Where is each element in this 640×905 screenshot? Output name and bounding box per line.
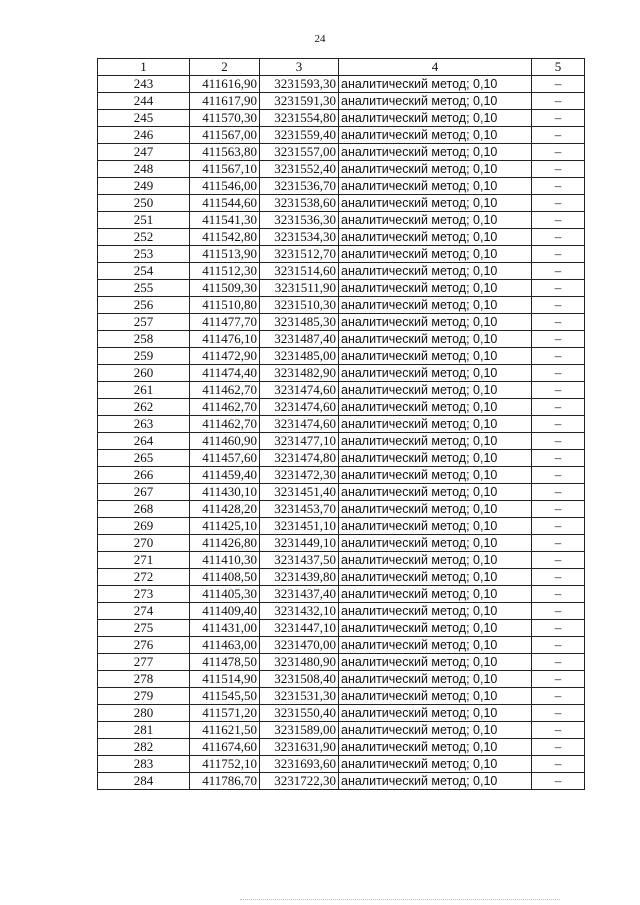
point-number-cell: 251 [98, 212, 190, 229]
x-coordinate-cell: 411477,70 [190, 314, 260, 331]
point-number-cell: 277 [98, 654, 190, 671]
table-row [98, 569, 585, 586]
x-coordinate-cell: 411474,40 [190, 365, 260, 382]
note-cell: – [532, 212, 585, 229]
method-accuracy-cell: аналитический метод; 0,10 [339, 671, 532, 688]
y-coordinate-cell: 3231550,40 [260, 705, 339, 722]
note-cell: – [532, 246, 585, 263]
note-cell: – [532, 263, 585, 280]
note-cell: – [532, 739, 585, 756]
method-accuracy-cell: аналитический метод; 0,10 [339, 739, 532, 756]
note-cell: – [532, 501, 585, 518]
table-row [98, 144, 585, 161]
point-number-cell: 245 [98, 110, 190, 127]
y-coordinate-cell: 3231557,00 [260, 144, 339, 161]
point-number-cell: 243 [98, 76, 190, 93]
note-cell: – [532, 93, 585, 110]
table-row [98, 501, 585, 518]
table-row [98, 433, 585, 450]
y-coordinate-cell: 3231536,30 [260, 212, 339, 229]
point-number-cell: 279 [98, 688, 190, 705]
y-coordinate-cell: 3231593,30 [260, 76, 339, 93]
column-header-1: 1 [98, 59, 190, 76]
y-coordinate-cell: 3231451,10 [260, 518, 339, 535]
method-accuracy-cell: аналитический метод; 0,10 [339, 127, 532, 144]
method-accuracy-cell: аналитический метод; 0,10 [339, 348, 532, 365]
note-cell: – [532, 297, 585, 314]
note-cell: – [532, 705, 585, 722]
x-coordinate-cell: 411509,30 [190, 280, 260, 297]
table-row [98, 76, 585, 93]
note-cell: – [532, 518, 585, 535]
table-row [98, 263, 585, 280]
table-row [98, 620, 585, 637]
x-coordinate-cell: 411674,60 [190, 739, 260, 756]
point-number-cell: 244 [98, 93, 190, 110]
footer-scan-marks [240, 893, 560, 900]
point-number-cell: 275 [98, 620, 190, 637]
point-number-cell: 265 [98, 450, 190, 467]
method-accuracy-cell: аналитический метод; 0,10 [339, 161, 532, 178]
method-accuracy-cell: аналитический метод; 0,10 [339, 756, 532, 773]
note-cell: – [532, 178, 585, 195]
x-coordinate-cell: 411546,00 [190, 178, 260, 195]
point-number-cell: 271 [98, 552, 190, 569]
table-row [98, 586, 585, 603]
method-accuracy-cell: аналитический метод; 0,10 [339, 178, 532, 195]
y-coordinate-cell: 3231485,00 [260, 348, 339, 365]
x-coordinate-cell: 411752,10 [190, 756, 260, 773]
x-coordinate-cell: 411472,90 [190, 348, 260, 365]
method-accuracy-cell: аналитический метод; 0,10 [339, 433, 532, 450]
x-coordinate-cell: 411513,90 [190, 246, 260, 263]
point-number-cell: 283 [98, 756, 190, 773]
x-coordinate-cell: 411463,00 [190, 637, 260, 654]
method-accuracy-cell: аналитический метод; 0,10 [339, 705, 532, 722]
x-coordinate-cell: 411617,90 [190, 93, 260, 110]
y-coordinate-cell: 3231631,90 [260, 739, 339, 756]
table-row [98, 178, 585, 195]
point-number-cell: 248 [98, 161, 190, 178]
method-accuracy-cell: аналитический метод; 0,10 [339, 263, 532, 280]
table-row [98, 195, 585, 212]
table-row [98, 229, 585, 246]
x-coordinate-cell: 411786,70 [190, 773, 260, 790]
note-cell: – [532, 127, 585, 144]
method-accuracy-cell: аналитический метод; 0,10 [339, 365, 532, 382]
point-number-cell: 278 [98, 671, 190, 688]
y-coordinate-cell: 3231437,40 [260, 586, 339, 603]
table-row [98, 722, 585, 739]
note-cell: – [532, 654, 585, 671]
note-cell: – [532, 484, 585, 501]
table-row [98, 280, 585, 297]
table-row [98, 756, 585, 773]
table-row [98, 110, 585, 127]
point-number-cell: 254 [98, 263, 190, 280]
y-coordinate-cell: 3231447,10 [260, 620, 339, 637]
note-cell: – [532, 467, 585, 484]
point-number-cell: 274 [98, 603, 190, 620]
method-accuracy-cell: аналитический метод; 0,10 [339, 212, 532, 229]
point-number-cell: 264 [98, 433, 190, 450]
note-cell: – [532, 773, 585, 790]
y-coordinate-cell: 3231559,40 [260, 127, 339, 144]
table-row [98, 518, 585, 535]
y-coordinate-cell: 3231538,60 [260, 195, 339, 212]
table-row [98, 654, 585, 671]
method-accuracy-cell: аналитический метод; 0,10 [339, 688, 532, 705]
y-coordinate-cell: 3231531,30 [260, 688, 339, 705]
y-coordinate-cell: 3231589,00 [260, 722, 339, 739]
table-row [98, 603, 585, 620]
column-header-3: 3 [260, 59, 339, 76]
note-cell: – [532, 637, 585, 654]
note-cell: – [532, 110, 585, 127]
point-number-cell: 267 [98, 484, 190, 501]
y-coordinate-cell: 3231477,10 [260, 433, 339, 450]
column-header-2: 2 [190, 59, 260, 76]
y-coordinate-cell: 3231480,90 [260, 654, 339, 671]
point-number-cell: 282 [98, 739, 190, 756]
y-coordinate-cell: 3231432,10 [260, 603, 339, 620]
note-cell: – [532, 450, 585, 467]
table-row [98, 127, 585, 144]
y-coordinate-cell: 3231474,60 [260, 416, 339, 433]
point-number-cell: 284 [98, 773, 190, 790]
x-coordinate-cell: 411460,90 [190, 433, 260, 450]
column-header-5: 5 [532, 59, 585, 76]
note-cell: – [532, 161, 585, 178]
x-coordinate-cell: 411457,60 [190, 450, 260, 467]
y-coordinate-cell: 3231485,30 [260, 314, 339, 331]
table-row [98, 535, 585, 552]
x-coordinate-cell: 411405,30 [190, 586, 260, 603]
y-coordinate-cell: 3231487,40 [260, 331, 339, 348]
method-accuracy-cell: аналитический метод; 0,10 [339, 195, 532, 212]
note-cell: – [532, 569, 585, 586]
table-row [98, 416, 585, 433]
point-number-cell: 252 [98, 229, 190, 246]
point-number-cell: 249 [98, 178, 190, 195]
table-row [98, 348, 585, 365]
page-number: 24 [314, 33, 326, 45]
note-cell: – [532, 756, 585, 773]
note-cell: – [532, 144, 585, 161]
table-row [98, 399, 585, 416]
table-row [98, 161, 585, 178]
point-number-cell: 258 [98, 331, 190, 348]
y-coordinate-cell: 3231470,00 [260, 637, 339, 654]
point-number-cell: 255 [98, 280, 190, 297]
x-coordinate-cell: 411544,60 [190, 195, 260, 212]
point-number-cell: 260 [98, 365, 190, 382]
x-coordinate-cell: 411462,70 [190, 399, 260, 416]
y-coordinate-cell: 3231474,80 [260, 450, 339, 467]
note-cell: – [532, 416, 585, 433]
method-accuracy-cell: аналитический метод; 0,10 [339, 297, 532, 314]
method-accuracy-cell: аналитический метод; 0,10 [339, 93, 532, 110]
x-coordinate-cell: 411430,10 [190, 484, 260, 501]
x-coordinate-cell: 411567,00 [190, 127, 260, 144]
y-coordinate-cell: 3231514,60 [260, 263, 339, 280]
x-coordinate-cell: 411408,50 [190, 569, 260, 586]
note-cell: – [532, 76, 585, 93]
point-number-cell: 281 [98, 722, 190, 739]
x-coordinate-cell: 411409,40 [190, 603, 260, 620]
note-cell: – [532, 382, 585, 399]
note-cell: – [532, 722, 585, 739]
note-cell: – [532, 688, 585, 705]
point-number-cell: 270 [98, 535, 190, 552]
point-number-cell: 263 [98, 416, 190, 433]
column-header-4: 4 [339, 59, 532, 76]
x-coordinate-cell: 411616,90 [190, 76, 260, 93]
method-accuracy-cell: аналитический метод; 0,10 [339, 637, 532, 654]
table-row [98, 773, 585, 790]
note-cell: – [532, 195, 585, 212]
x-coordinate-cell: 411542,80 [190, 229, 260, 246]
note-cell: – [532, 280, 585, 297]
table-row [98, 297, 585, 314]
y-coordinate-cell: 3231439,80 [260, 569, 339, 586]
method-accuracy-cell: аналитический метод; 0,10 [339, 518, 532, 535]
point-number-cell: 259 [98, 348, 190, 365]
note-cell: – [532, 603, 585, 620]
table-row [98, 739, 585, 756]
y-coordinate-cell: 3231437,50 [260, 552, 339, 569]
method-accuracy-cell: аналитический метод; 0,10 [339, 144, 532, 161]
point-number-cell: 256 [98, 297, 190, 314]
point-number-cell: 273 [98, 586, 190, 603]
point-number-cell: 269 [98, 518, 190, 535]
method-accuracy-cell: аналитический метод; 0,10 [339, 467, 532, 484]
x-coordinate-cell: 411478,50 [190, 654, 260, 671]
method-accuracy-cell: аналитический метод; 0,10 [339, 229, 532, 246]
y-coordinate-cell: 3231508,40 [260, 671, 339, 688]
table-row [98, 671, 585, 688]
point-number-cell: 246 [98, 127, 190, 144]
point-number-cell: 276 [98, 637, 190, 654]
table-row [98, 637, 585, 654]
method-accuracy-cell: аналитический метод; 0,10 [339, 722, 532, 739]
method-accuracy-cell: аналитический метод; 0,10 [339, 280, 532, 297]
x-coordinate-cell: 411570,30 [190, 110, 260, 127]
x-coordinate-cell: 411510,80 [190, 297, 260, 314]
note-cell: – [532, 433, 585, 450]
note-cell: – [532, 620, 585, 637]
y-coordinate-cell: 3231693,60 [260, 756, 339, 773]
y-coordinate-cell: 3231722,30 [260, 773, 339, 790]
note-cell: – [532, 331, 585, 348]
point-number-cell: 257 [98, 314, 190, 331]
y-coordinate-cell: 3231474,60 [260, 399, 339, 416]
method-accuracy-cell: аналитический метод; 0,10 [339, 603, 532, 620]
table-row [98, 331, 585, 348]
method-accuracy-cell: аналитический метод; 0,10 [339, 620, 532, 637]
x-coordinate-cell: 411462,70 [190, 382, 260, 399]
method-accuracy-cell: аналитический метод; 0,10 [339, 773, 532, 790]
x-coordinate-cell: 411571,20 [190, 705, 260, 722]
table-row [98, 484, 585, 501]
y-coordinate-cell: 3231510,30 [260, 297, 339, 314]
y-coordinate-cell: 3231591,30 [260, 93, 339, 110]
x-coordinate-cell: 411541,30 [190, 212, 260, 229]
method-accuracy-cell: аналитический метод; 0,10 [339, 314, 532, 331]
note-cell: – [532, 535, 585, 552]
x-coordinate-cell: 411426,80 [190, 535, 260, 552]
method-accuracy-cell: аналитический метод; 0,10 [339, 484, 532, 501]
y-coordinate-cell: 3231512,70 [260, 246, 339, 263]
x-coordinate-cell: 411563,80 [190, 144, 260, 161]
note-cell: – [532, 399, 585, 416]
y-coordinate-cell: 3231474,60 [260, 382, 339, 399]
y-coordinate-cell: 3231534,30 [260, 229, 339, 246]
x-coordinate-cell: 411512,30 [190, 263, 260, 280]
note-cell: – [532, 671, 585, 688]
x-coordinate-cell: 411428,20 [190, 501, 260, 518]
method-accuracy-cell: аналитический метод; 0,10 [339, 552, 532, 569]
x-coordinate-cell: 411545,50 [190, 688, 260, 705]
x-coordinate-cell: 411476,10 [190, 331, 260, 348]
point-number-cell: 280 [98, 705, 190, 722]
point-number-cell: 266 [98, 467, 190, 484]
note-cell: – [532, 552, 585, 569]
table-row [98, 365, 585, 382]
method-accuracy-cell: аналитический метод; 0,10 [339, 110, 532, 127]
x-coordinate-cell: 411425,10 [190, 518, 260, 535]
y-coordinate-cell: 3231472,30 [260, 467, 339, 484]
method-accuracy-cell: аналитический метод; 0,10 [339, 586, 532, 603]
table-row [98, 93, 585, 110]
x-coordinate-cell: 411431,00 [190, 620, 260, 637]
coordinates-table [97, 58, 585, 790]
x-coordinate-cell: 411459,40 [190, 467, 260, 484]
note-cell: – [532, 348, 585, 365]
y-coordinate-cell: 3231451,40 [260, 484, 339, 501]
x-coordinate-cell: 411567,10 [190, 161, 260, 178]
method-accuracy-cell: аналитический метод; 0,10 [339, 416, 532, 433]
point-number-cell: 272 [98, 569, 190, 586]
point-number-cell: 262 [98, 399, 190, 416]
table-row [98, 552, 585, 569]
table-row [98, 688, 585, 705]
point-number-cell: 247 [98, 144, 190, 161]
table-header-row [98, 59, 585, 76]
table-row [98, 212, 585, 229]
y-coordinate-cell: 3231482,90 [260, 365, 339, 382]
method-accuracy-cell: аналитический метод; 0,10 [339, 501, 532, 518]
method-accuracy-cell: аналитический метод; 0,10 [339, 535, 532, 552]
y-coordinate-cell: 3231536,70 [260, 178, 339, 195]
point-number-cell: 268 [98, 501, 190, 518]
x-coordinate-cell: 411462,70 [190, 416, 260, 433]
point-number-cell: 253 [98, 246, 190, 263]
y-coordinate-cell: 3231449,10 [260, 535, 339, 552]
x-coordinate-cell: 411514,90 [190, 671, 260, 688]
table-row [98, 314, 585, 331]
y-coordinate-cell: 3231453,70 [260, 501, 339, 518]
method-accuracy-cell: аналитический метод; 0,10 [339, 450, 532, 467]
method-accuracy-cell: аналитический метод; 0,10 [339, 382, 532, 399]
table-row [98, 382, 585, 399]
note-cell: – [532, 314, 585, 331]
method-accuracy-cell: аналитический метод; 0,10 [339, 569, 532, 586]
method-accuracy-cell: аналитический метод; 0,10 [339, 399, 532, 416]
note-cell: – [532, 229, 585, 246]
method-accuracy-cell: аналитический метод; 0,10 [339, 76, 532, 93]
table-row [98, 450, 585, 467]
table-row [98, 467, 585, 484]
point-number-cell: 261 [98, 382, 190, 399]
table-body [98, 76, 585, 790]
note-cell: – [532, 365, 585, 382]
y-coordinate-cell: 3231511,90 [260, 280, 339, 297]
table-row [98, 246, 585, 263]
y-coordinate-cell: 3231554,80 [260, 110, 339, 127]
method-accuracy-cell: аналитический метод; 0,10 [339, 246, 532, 263]
x-coordinate-cell: 411621,50 [190, 722, 260, 739]
method-accuracy-cell: аналитический метод; 0,10 [339, 331, 532, 348]
method-accuracy-cell: аналитический метод; 0,10 [339, 654, 532, 671]
x-coordinate-cell: 411410,30 [190, 552, 260, 569]
point-number-cell: 250 [98, 195, 190, 212]
y-coordinate-cell: 3231552,40 [260, 161, 339, 178]
note-cell: – [532, 586, 585, 603]
table-row [98, 705, 585, 722]
